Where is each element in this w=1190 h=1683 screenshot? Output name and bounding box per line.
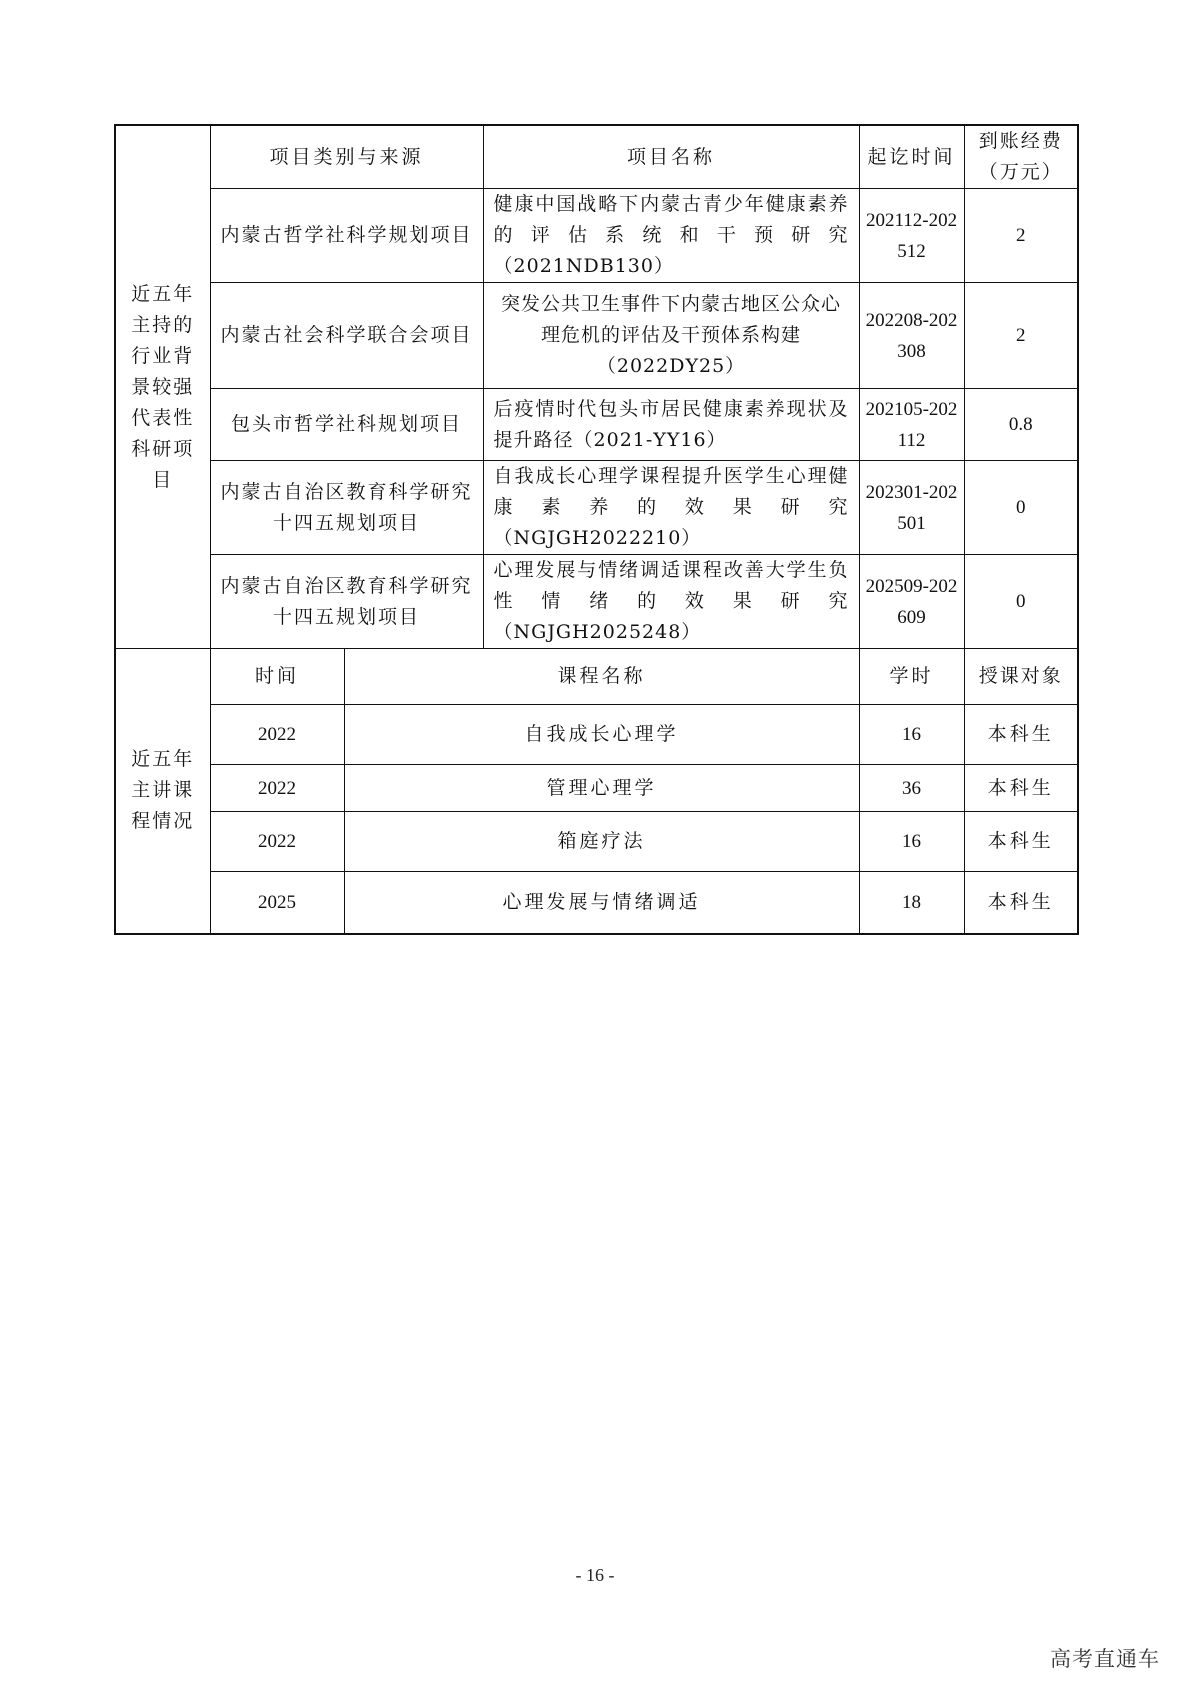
project-period: 202301-202501 (859, 461, 964, 555)
watermark-text: 高考直通车 (1050, 1647, 1160, 1671)
project-funding: 2 (964, 283, 1078, 389)
project-source: 内蒙古自治区教育科学研究十四五规划项目 (210, 461, 483, 555)
project-period: 202105-202112 (859, 389, 964, 461)
course-audience: 本科生 (964, 765, 1078, 812)
course-hours: 16 (859, 705, 964, 765)
courses-header-row (115, 649, 1078, 705)
project-funding: 2 (964, 189, 1078, 283)
course-hours: 16 (859, 812, 964, 872)
project-period: 202208-202308 (859, 283, 964, 389)
project-source: 内蒙古哲学社科学规划项目 (210, 189, 483, 283)
course-name: 自我成长心理学 (344, 705, 859, 765)
research-row (115, 283, 1078, 389)
project-funding: 0.8 (964, 389, 1078, 461)
project-source: 内蒙古社会科学联合会项目 (210, 283, 483, 389)
courses-section-label: 近五年主讲课程情况 (115, 649, 210, 934)
project-name: 突发公共卫生事件下内蒙古地区公众心理危机的评估及干预体系构建（2022DY25） (483, 283, 859, 389)
project-period: 202112-202512 (859, 189, 964, 283)
header-project-source: 项目类别与来源 (210, 125, 483, 189)
project-source: 包头市哲学社科规划项目 (210, 389, 483, 461)
course-hours: 18 (859, 872, 964, 934)
header-course-name: 课程名称 (344, 649, 859, 705)
research-section-label: 近五年主持的行业背景较强代表性科研项目 (115, 125, 210, 649)
course-audience: 本科生 (964, 705, 1078, 765)
course-row (115, 765, 1078, 812)
course-row (115, 812, 1078, 872)
course-audience: 本科生 (964, 872, 1078, 934)
header-course-audience: 授课对象 (964, 649, 1078, 705)
research-row (115, 189, 1078, 283)
course-year: 2022 (210, 705, 344, 765)
course-year: 2025 (210, 872, 344, 934)
research-row (115, 461, 1078, 555)
course-hours: 36 (859, 765, 964, 812)
header-project-name: 项目名称 (483, 125, 859, 189)
course-name: 心理发展与情绪调适 (344, 872, 859, 934)
header-course-year: 时间 (210, 649, 344, 705)
research-row (115, 389, 1078, 461)
project-name: 健康中国战略下内蒙古青少年健康素养的评估系统和干预研究（2021NDB130） (483, 189, 859, 283)
course-audience: 本科生 (964, 812, 1078, 872)
research-header-row (115, 125, 1078, 189)
project-period: 202509-202609 (859, 555, 964, 649)
course-name: 管理心理学 (344, 765, 859, 812)
research-row (115, 555, 1078, 649)
header-course-hours: 学时 (859, 649, 964, 705)
header-period: 起讫时间 (859, 125, 964, 189)
page-number: - 16 - (575, 1565, 615, 1585)
project-source: 内蒙古自治区教育科学研究十四五规划项目 (210, 555, 483, 649)
header-funding: 到账经费（万元） (964, 125, 1078, 189)
course-row (115, 872, 1078, 934)
project-name: 心理发展与情绪调适课程改善大学生负性情绪的效果研究（NGJGH2025248） (483, 555, 859, 649)
project-funding: 0 (964, 461, 1078, 555)
course-year: 2022 (210, 765, 344, 812)
course-row (115, 705, 1078, 765)
resume-table (114, 124, 1079, 935)
course-year: 2022 (210, 812, 344, 872)
project-name: 后疫情时代包头市居民健康素养现状及提升路径（2021-YY16） (483, 389, 859, 461)
course-name: 箱庭疗法 (344, 812, 859, 872)
project-funding: 0 (964, 555, 1078, 649)
project-name: 自我成长心理学课程提升医学生心理健康素养的效果研究（NGJGH2022210） (483, 461, 859, 555)
